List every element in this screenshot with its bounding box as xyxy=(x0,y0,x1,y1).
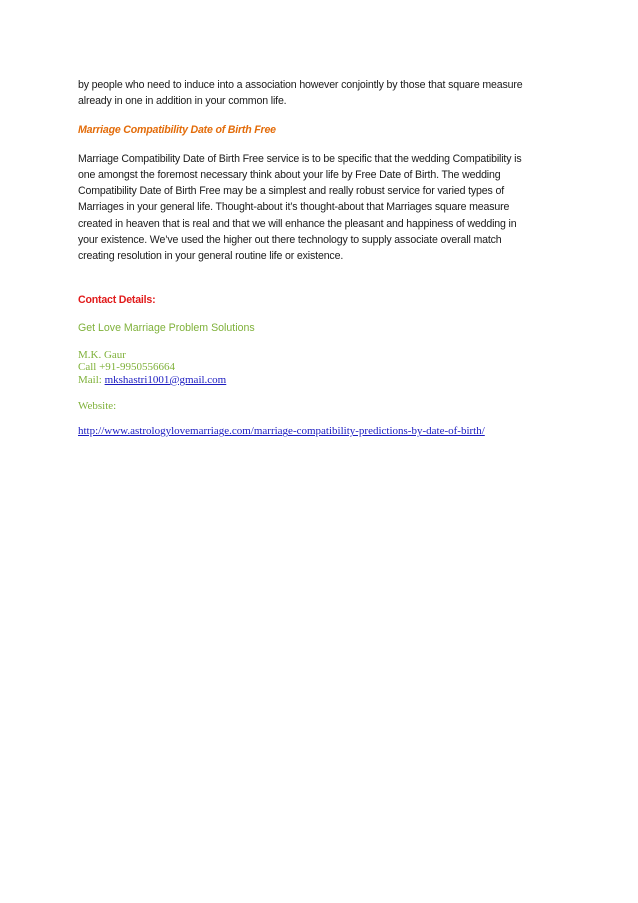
website-label: Website: xyxy=(78,400,117,413)
intro-line-2: already in one in addition in your common life. xyxy=(78,95,287,108)
intro-paragraph xyxy=(78,77,558,110)
paragraph-line-5: created in heaven that is real and that we will enhance the pleasant and happiness of wedding in xyxy=(78,217,517,230)
contact-subtitle: Get Love Marriage Problem Solutions xyxy=(78,321,255,334)
contact-mail-line xyxy=(78,374,558,387)
contact-block xyxy=(78,349,558,387)
section-heading: Marriage Compatibility Date of Birth Free xyxy=(78,123,276,136)
contact-mail-link[interactable]: mkshastri1001@gmail.com xyxy=(104,373,227,386)
paragraph-line-6: your existence. We’ve used the higher out there technology to supply associate overall match xyxy=(78,234,502,247)
paragraph-line-4: Marriages in your general life. Thought-about it’s thought-about that Marriages square measure xyxy=(78,201,510,214)
website-link[interactable]: http://www.astrologylovemarriage.com/marriage-compatibility-predictions-by-date-of-birth/ xyxy=(78,425,485,438)
contact-phone: Call +91-9950556664 xyxy=(78,361,175,374)
contact-title: Contact Details: xyxy=(78,293,156,306)
contact-mail-label: Mail: xyxy=(78,373,105,386)
paragraph-line-3: Compatibility Date of Birth Free may be a simplest and really robust service for varied types of xyxy=(78,185,505,198)
paragraph-line-7: creating resolution in your general routine life or existence. xyxy=(78,250,344,263)
main-paragraph xyxy=(78,151,558,265)
document-page xyxy=(78,77,558,438)
paragraph-line-1: Marriage Compatibility Date of Birth Free service is to be specific that the wedding Compatibility is xyxy=(78,152,522,165)
intro-line-1: by people who need to induce into a association however conjointly by those that square measure xyxy=(78,79,523,91)
paragraph-line-2: one amongst the foremost necessary think about your life by Free Date of Birth. The wedding xyxy=(78,168,501,181)
contact-name: M.K. Gaur xyxy=(78,348,126,361)
